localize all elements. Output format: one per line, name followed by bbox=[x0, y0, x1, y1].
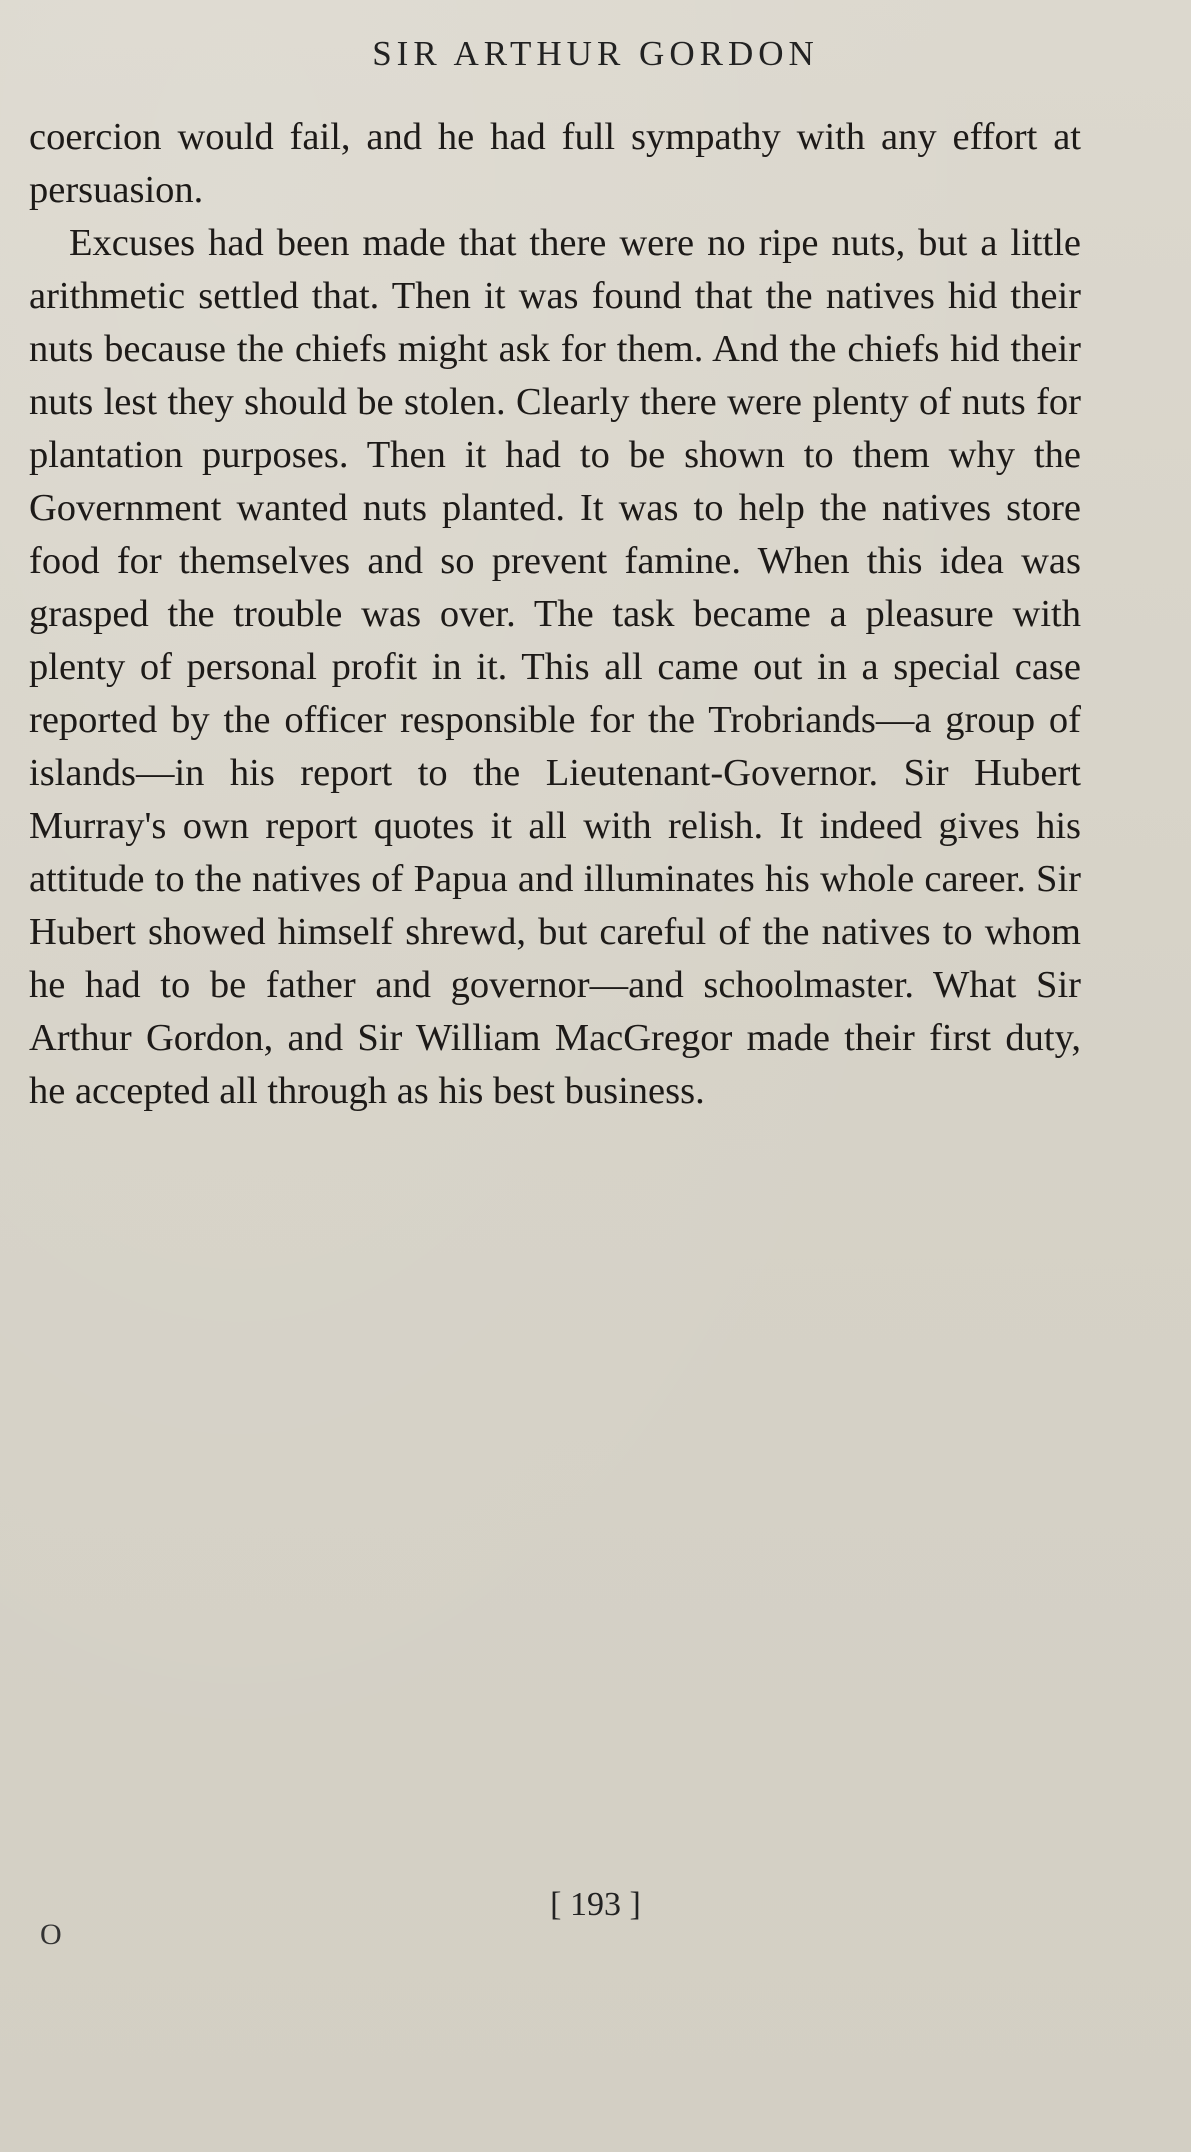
body-text bbox=[29, 111, 1081, 1118]
signature-mark: O bbox=[40, 1918, 62, 1951]
page-number: [ 193 ] bbox=[550, 1886, 641, 1923]
running-head: SIR ARTHUR GORDON bbox=[372, 34, 819, 73]
paragraph: Excuses had been made that there were no ripe nuts, but a little arithmetic settled that. Then it was found that the natives hid their nuts because the chiefs might ask for them. And the chiefs hid their nuts lest they should be stolen. Clearly there were plenty of nuts for plantation purposes. Then it had to be shown to them why the Government wanted nuts planted. It was to help the natives store food for themselves and so prevent famine. When this idea was grasped the trouble was over. The task became a pleasure with plenty of personal profit in it. This all came out in a special case reported by the officer responsible for the Trobriands—a group of islands—in his report to the Lieutenant-Governor. Sir Hubert Murray's own report quotes it all with relish. It indeed gives his attitude to the natives of Papua and illuminates his whole career. Sir Hubert showed himself shrewd, but careful of the natives to whom he had to be father and governor—and schoolmaster. What Sir Arthur Gordon, and Sir William MacGregor made their first duty, he accepted all through as his best business. bbox=[29, 222, 1081, 1112]
paragraph: coercion would fail, and he had full sympathy with any effort at persuasion. bbox=[29, 116, 1081, 211]
